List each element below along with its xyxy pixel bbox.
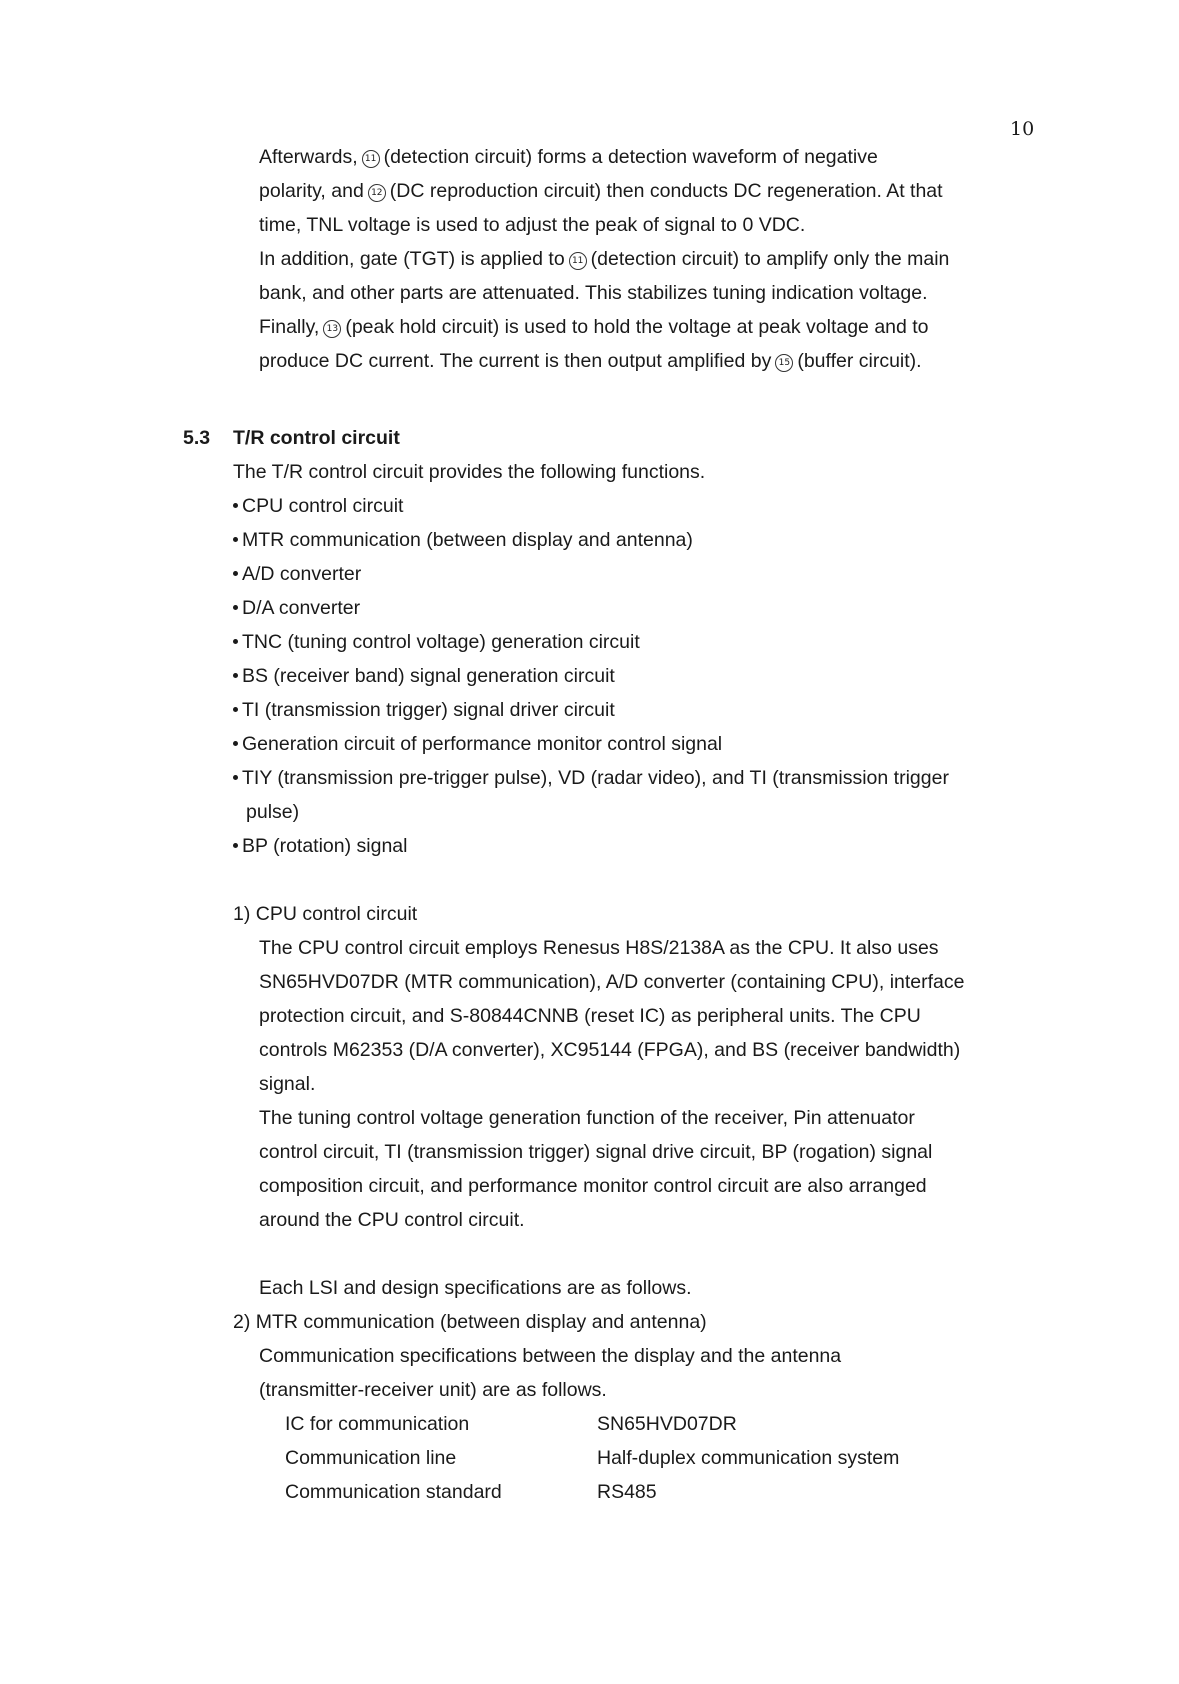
circled-number-icon: 11 (362, 150, 380, 168)
intro-line-2: polarity, and 12 (DC reproduction circuit) then conducts DC regeneration. At that (259, 180, 943, 202)
circled-number-icon: 12 (368, 184, 386, 202)
section-title: T/R control circuit (233, 427, 400, 449)
list-item: D/A converter (233, 591, 360, 625)
bullet-icon (233, 673, 238, 678)
circled-number-icon: 15 (775, 354, 793, 372)
bullet-icon (233, 605, 238, 610)
paragraph-line: controls M62353 (D/A converter), XC95144 (FPGA), and BS (receiver bandwidth) (259, 1039, 961, 1061)
intro-line-3: time, TNL voltage is used to adjust the peak of signal to 0 VDC. (259, 214, 806, 236)
intro-line-4: In addition, gate (TGT) is applied to 11 (detection circuit) to amplify only the main (259, 248, 950, 270)
paragraph-line: Communication specifications between the display and the antenna (259, 1345, 842, 1367)
spec-value: SN65HVD07DR (597, 1413, 737, 1435)
specs-note: Each LSI and design specifications are as follows. (259, 1277, 692, 1299)
bullet-icon (233, 707, 238, 712)
bullet-icon (233, 639, 238, 644)
list-item: BP (rotation) signal (233, 829, 407, 863)
circled-number-icon: 13 (323, 320, 341, 338)
list-item: MTR communication (between display and antenna) (233, 523, 693, 557)
paragraph-line: signal. (259, 1073, 316, 1095)
paragraph-line: (transmitter-receiver unit) are as follows. (259, 1379, 607, 1401)
list-item: Generation circuit of performance monitor control signal (233, 727, 722, 761)
subsection-heading-cpu: 1) CPU control circuit (233, 903, 418, 925)
paragraph-line: composition circuit, and performance monitor control circuit are also arranged (259, 1175, 927, 1197)
list-item: A/D converter (233, 557, 361, 591)
section-number: 5.3 (183, 427, 211, 449)
list-item: CPU control circuit (233, 489, 403, 523)
intro-line-1: Afterwards, 11 (detection circuit) forms a detection waveform of negative (259, 146, 878, 168)
spec-label: Communication line (285, 1447, 457, 1469)
bullet-icon (233, 775, 238, 780)
paragraph-line: The CPU control circuit employs Renesus H8S/2138A as the CPU. It also uses (259, 937, 939, 959)
bullet-icon (233, 843, 238, 848)
list-item: BS (receiver band) signal generation circuit (233, 659, 615, 693)
intro-line-6: Finally, 13 (peak hold circuit) is used to hold the voltage at peak voltage and to (259, 316, 929, 338)
list-item: TI (transmission trigger) signal driver circuit (233, 693, 615, 727)
paragraph-line: SN65HVD07DR (MTR communication), A/D converter (containing CPU), interface (259, 971, 965, 993)
spec-label: IC for communication (285, 1413, 470, 1435)
list-item: TIY (transmission pre-trigger pulse), VD (radar video), and TI (transmission trigger (233, 761, 949, 795)
section-lead: The T/R control circuit provides the following functions. (233, 461, 706, 483)
paragraph-line: protection circuit, and S-80844CNNB (reset IC) as peripheral units. The CPU (259, 1005, 921, 1027)
page-number: 10 (1010, 118, 1035, 140)
subsection-heading-mtr: 2) MTR communication (between display and antenna) (233, 1311, 707, 1333)
intro-line-7: produce DC current. The current is then output amplified by 15 (buffer circuit). (259, 350, 922, 372)
intro-line-5: bank, and other parts are attenuated. This stabilizes tuning indication voltage. (259, 282, 928, 304)
paragraph-line: The tuning control voltage generation function of the receiver, Pin attenuator (259, 1107, 915, 1129)
paragraph-line: control circuit, TI (transmission trigger) signal drive circuit, BP (rogation) signal (259, 1141, 933, 1163)
bullet-icon (233, 537, 238, 542)
bullet-icon (233, 503, 238, 508)
spec-label: Communication standard (285, 1481, 502, 1503)
bullet-icon (233, 741, 238, 746)
bullet-icon (233, 571, 238, 576)
spec-value: RS485 (597, 1481, 657, 1503)
circled-number-icon: 11 (569, 252, 587, 270)
list-item: TNC (tuning control voltage) generation circuit (233, 625, 640, 659)
list-item-continuation: pulse) (246, 801, 300, 823)
spec-value: Half-duplex communication system (597, 1447, 900, 1469)
paragraph-line: around the CPU control circuit. (259, 1209, 525, 1231)
